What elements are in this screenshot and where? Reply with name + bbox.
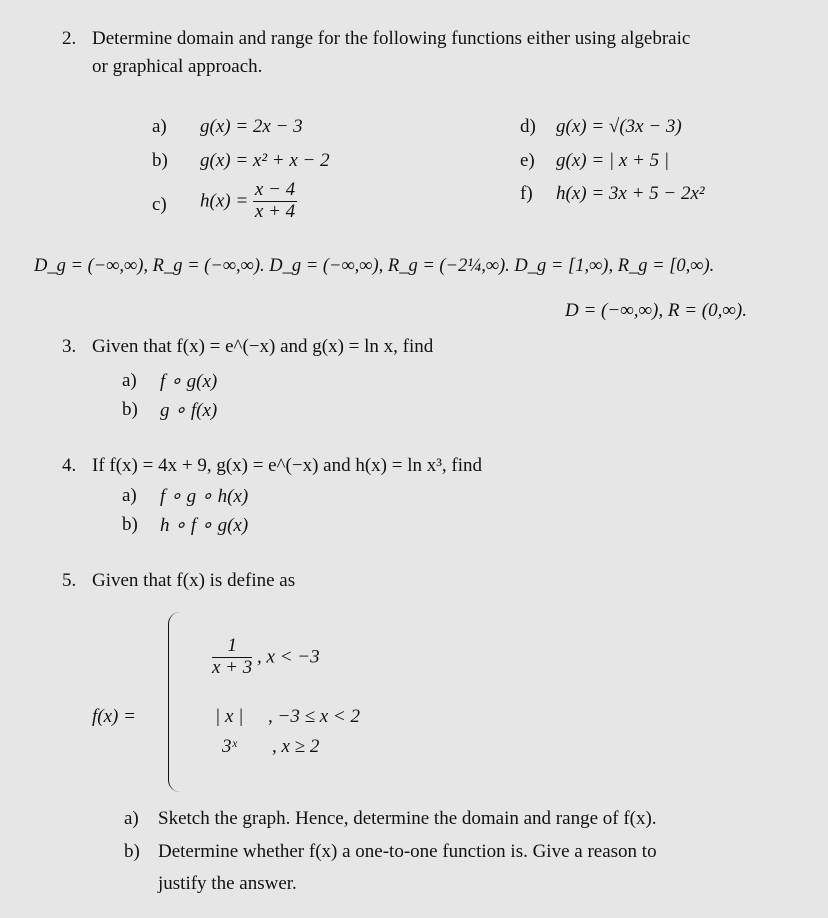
q2c-expr — [200, 180, 297, 223]
q2-answers-line2: D = (−∞,∞), R = (0,∞). — [565, 300, 747, 321]
q2d-label: d) — [520, 116, 536, 137]
q2-text-line2: or graphical approach. — [92, 56, 263, 77]
piece1-condition: , x < −3 — [257, 646, 320, 668]
piece3-expr: 3ˣ — [222, 736, 237, 757]
piece1-numerator: 1 — [212, 636, 252, 658]
q5b-text: Determine whether f(x) a one-to-one function is. Give a reason to — [158, 841, 657, 862]
q2-text-line1: Determine domain and range for the following functions either using algebraic — [92, 28, 691, 49]
q2a-label: a) — [152, 116, 167, 137]
q2c-numerator: x − 4 — [254, 179, 296, 200]
q3a-label: a) — [122, 370, 137, 391]
q2c-lhs: h(x) = — [200, 190, 249, 212]
piece1-denominator: x + 3 — [212, 656, 253, 678]
q5a-label: a) — [124, 808, 139, 829]
q4-text: If f(x) = 4x + 9, g(x) = e^(−x) and h(x) = ln x³, find — [92, 455, 483, 476]
q2c-label: c) — [152, 194, 167, 215]
q2a-expr: g(x) = 2x − 3 — [200, 116, 303, 137]
q4-number: 4. — [62, 455, 77, 476]
piece2-condition: , −3 ≤ x < 2 — [268, 706, 361, 727]
q5a-text: Sketch the graph. Hence, determine the domain and range of f(x). — [158, 808, 657, 829]
q2e-label: e) — [520, 150, 535, 171]
q5-text: Given that f(x) is define as — [92, 570, 296, 591]
piece2-expr: | x | — [215, 706, 244, 727]
q4a-label: a) — [122, 485, 137, 506]
q2e-expr: g(x) = | x + 5 | — [556, 150, 670, 171]
q5-lhs: f(x) = — [92, 706, 136, 727]
q3a-expr: f ∘ g(x) — [160, 371, 218, 392]
q3-text: Given that f(x) = e^(−x) and g(x) = ln x, find — [92, 336, 434, 357]
q2-number: 2. — [62, 28, 77, 49]
q4a-expr: f ∘ g ∘ h(x) — [160, 486, 249, 507]
q3b-label: b) — [122, 399, 138, 420]
q4b-label: b) — [122, 514, 138, 535]
q5-piece-1 — [212, 636, 320, 679]
piece3-condition: , x ≥ 2 — [272, 736, 320, 757]
q5-number: 5. — [62, 570, 77, 591]
q5b-label: b) — [124, 841, 140, 862]
q4b-expr: h ∘ f ∘ g(x) — [160, 515, 249, 536]
q3-number: 3. — [62, 336, 77, 357]
q2c-denominator: x + 4 — [254, 200, 296, 222]
piecewise-brace — [168, 612, 185, 792]
q3b-expr: g ∘ f(x) — [160, 400, 218, 421]
q2f-expr: h(x) = 3x + 5 − 2x² — [556, 183, 705, 204]
q2b-label: b) — [152, 150, 168, 171]
q5b-text-line2: justify the answer. — [158, 873, 297, 894]
q2b-expr: g(x) = x² + x − 2 — [200, 150, 330, 171]
q2f-label: f) — [520, 183, 533, 204]
q2d-expr: g(x) = √(3x − 3) — [556, 116, 682, 137]
q2-answers-line1: D_g = (−∞,∞), R_g = (−∞,∞). D_g = (−∞,∞), R_g = (−2¼,∞). D_g = [1,∞), R_g = [0,∞). — [34, 256, 715, 276]
